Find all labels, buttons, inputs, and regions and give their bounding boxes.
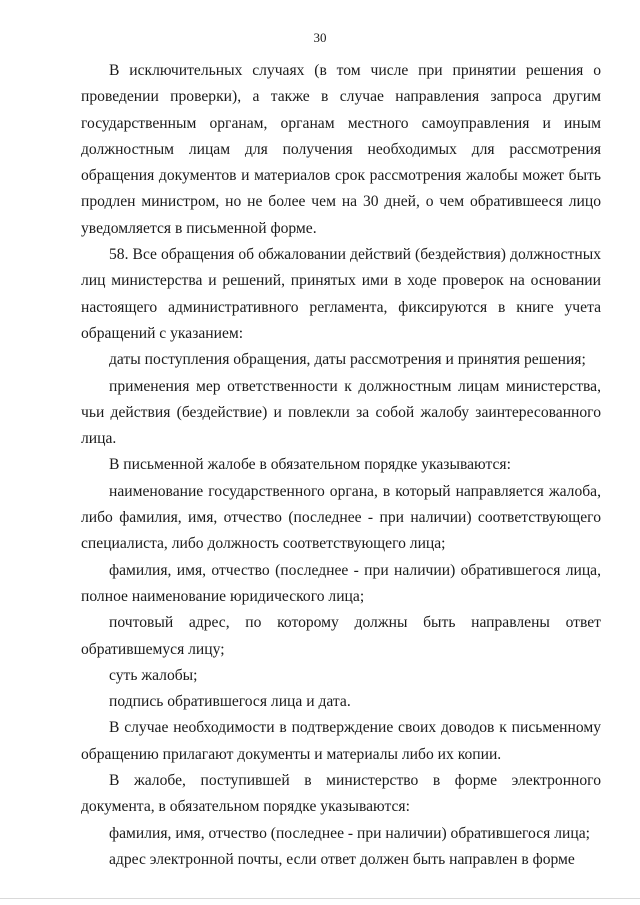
paragraph-extension-of-review: В исключительных случаях (в том числе при принятии решения о проведении проверки), а также в случае направления запроса другим государственным органам, органам местного самоуправления и иным должностным лицам для получения необходимых для рассмотрения обращения документов и материалов срок рассмотрения жалобы может быть продлен министром, но не более чем на 30 дней, о чем обратившееся лицо уведомляется в письменной форме. — [81, 62, 601, 237]
paragraph-postal-address: почтовый адрес, по которому должны быть направлены ответ обратившемуся лицу; — [81, 614, 601, 658]
paragraph-email-address: адрес электронной почты, если ответ должен быть направлен в форме — [109, 850, 575, 868]
paragraph-applicant-name: фамилия, имя, отчество (последнее - при наличии) обратившегося лица, полное наименование юридического лица; — [81, 561, 601, 605]
page-number: 30 — [313, 30, 327, 45]
document-body — [81, 58, 601, 873]
paragraph-signature: подпись обратившегося лица и дата. — [109, 693, 351, 711]
paragraph-electronic-intro: В жалобе, поступившей в министерство в форме электронного документа, в обязательном порядке указываются: — [81, 772, 601, 816]
paragraph-essence: суть жалобы; — [109, 666, 198, 684]
paragraph-electronic-name: фамилия, имя, отчество (последнее - при наличии) обратившегося лица; — [109, 824, 590, 842]
paragraph-58-registration: 58. Все обращения об обжаловании действий (бездействия) должностных лиц министерства и решений, принятых ими в ходе проверок на основании настоящего административного регламента, фиксируются в книге учета обращений с указанием: — [81, 246, 601, 342]
paragraph-dates: даты поступления обращения, даты рассмотрения и принятия решения; — [109, 351, 586, 369]
paragraph-authority-name: наименование государственного органа, в который направляется жалоба, либо фамилия, имя, отчество (последнее - при наличии) соответствующего специалиста, либо должность соответствующего лица; — [81, 482, 601, 553]
paragraph-written-complaint-intro: В письменной жалобе в обязательном порядке указываются: — [109, 456, 511, 474]
paragraph-measures: применения мер ответственности к должностным лицам министерства, чьи действия (бездействие) и повлекли за собой жалобу заинтересованного лица. — [81, 377, 601, 448]
page-bottom-edge — [0, 898, 640, 899]
paragraph-attachments: В случае необходимости в подтверждение своих доводов к письменному обращению прилагают документы и материалы либо их копии. — [81, 719, 601, 763]
